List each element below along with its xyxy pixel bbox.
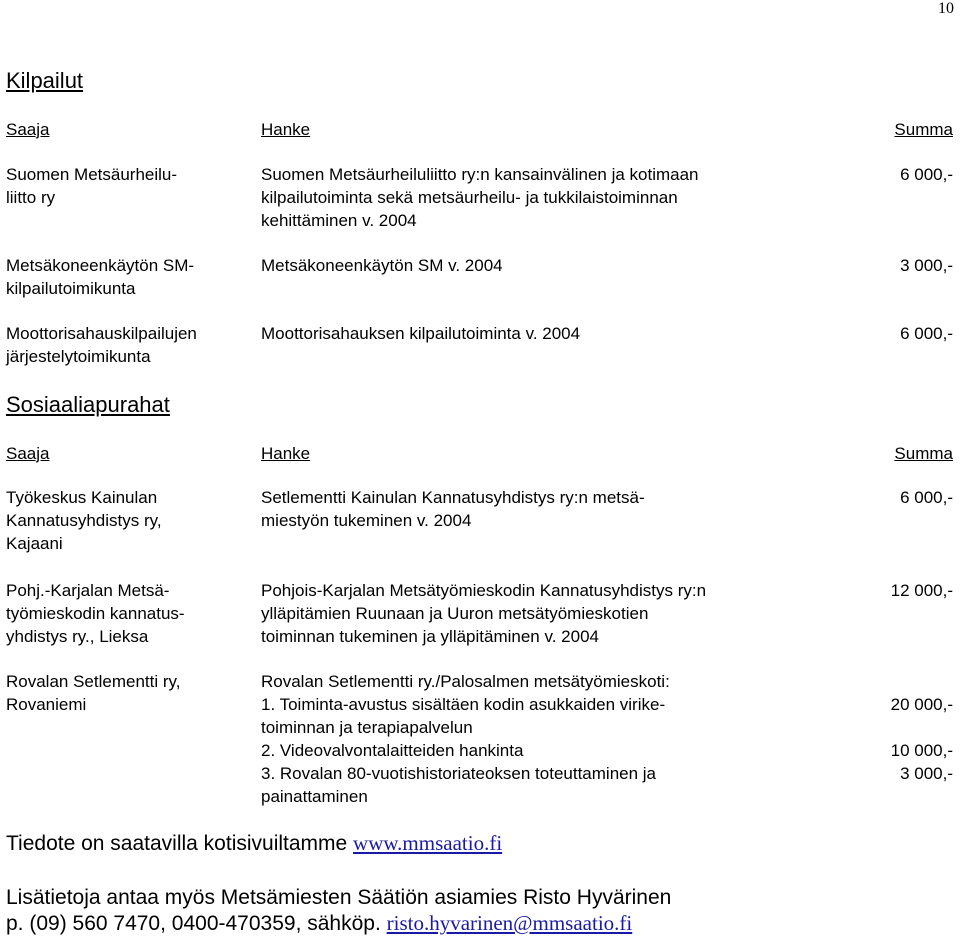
hanke-line: miestyön tukeminen v. 2004 (261, 511, 472, 530)
hanke-line: 2. Videovalvontalaitteiden hankinta (261, 741, 524, 760)
saaja-line: liitto ry (6, 188, 56, 207)
header-saaja: Saaja (6, 444, 50, 463)
contact-text: p. (09) 560 7470, 0400-470359, sähköp. (6, 912, 387, 935)
saaja-line: kilpailutoimikunta (6, 279, 136, 298)
saaja-line: Kajaani (6, 534, 63, 553)
tiedote-text: Tiedote on saatavilla kotisivuiltamme (6, 832, 354, 855)
table-row-summa: 10 000,- (890, 741, 953, 760)
table-row-saaja (6, 670, 180, 716)
table-row-summa: 3 000,- (900, 764, 953, 783)
saaja-line: Rovaniemi (6, 695, 87, 714)
hanke-line: Pohjois-Karjalan Metsätyömieskodin Kannatusyhdistys ry:n (261, 581, 707, 600)
hanke-line: 3. Rovalan 80-vuotishistoriateoksen toteuttaminen ja (261, 764, 657, 783)
table-row-hanke (261, 163, 699, 232)
hanke-line: toiminnan ja terapiapalvelun (261, 718, 473, 737)
table-row-summa: 3 000,- (900, 256, 953, 275)
table-row-hanke (261, 486, 645, 532)
footer-contact-line2 (6, 911, 632, 936)
hanke-line: kehittäminen v. 2004 (261, 211, 417, 230)
saaja-line: Pohj.-Karjalan Metsä- (6, 581, 170, 600)
saaja-line: Moottorisahauskilpailujen (6, 324, 197, 343)
table-row-saaja (6, 486, 162, 555)
saaja-line: Kannatusyhdistys ry, (6, 511, 162, 530)
hanke-line: toiminnan tukeminen ja ylläpitäminen v. 2004 (261, 627, 599, 646)
table-row-summa: 20 000,- (890, 695, 953, 714)
saaja-line: työmieskodin kannatus- (6, 604, 185, 623)
hanke-line: painattaminen (261, 787, 368, 806)
saaja-line: yhdistys ry., Lieksa (6, 627, 149, 646)
hanke-intro: Rovalan Setlementti ry./Palosalmen metsätyömieskoti: (261, 672, 670, 691)
section-title-sosiaaliapurahat: Sosiaaliapurahat (6, 392, 170, 417)
table-row-summa: 6 000,- (900, 488, 953, 507)
table-row-saaja (6, 579, 185, 648)
saaja-line: Metsäkoneenkäytön SM- (6, 256, 195, 275)
saaja-line: järjestelytoimikunta (6, 347, 151, 366)
email-link[interactable]: risto.hyvarinen@mmsaatio.fi (386, 911, 633, 935)
table-row-saaja (6, 322, 197, 368)
hanke-line: Suomen Metsäurheiluliitto ry:n kansainvälinen ja kotimaan (261, 165, 699, 184)
section-title-kilpailut: Kilpailut (6, 68, 84, 93)
header-hanke: Hanke (261, 120, 311, 139)
page-number: 10 (938, 0, 954, 17)
saaja-line: Työkeskus Kainulan (6, 488, 158, 507)
footer-tiedote (6, 831, 502, 856)
table-row-summa: 6 000,- (900, 324, 953, 343)
website-link[interactable]: www.mmsaatio.fi (353, 831, 503, 855)
table-row-hanke (261, 254, 503, 277)
hanke-line: kilpailutoiminta sekä metsäurheilu- ja tukkilaistoiminnan (261, 188, 678, 207)
header-hanke: Hanke (261, 444, 311, 463)
hanke-line: ylläpitämien Ruunaan ja Uuron metsätyömieskotien (261, 604, 649, 623)
table-row-hanke (261, 579, 706, 648)
header-summa: Summa (894, 120, 953, 139)
hanke-line: Setlementti Kainulan Kannatusyhdistys ry:n metsä- (261, 488, 645, 507)
table-row-hanke (261, 322, 580, 345)
hanke-line: Metsäkoneenkäytön SM v. 2004 (261, 256, 503, 275)
table-row-summa: 12 000,- (890, 581, 953, 600)
footer-contact-line1: Lisätietoja antaa myös Metsämiesten Säätiön asiamies Risto Hyvärinen (6, 886, 672, 909)
table-row-saaja (6, 163, 177, 209)
table-row-saaja (6, 254, 194, 300)
hanke-line: 1. Toiminta-avustus sisältäen kodin asukkaiden virike- (261, 695, 666, 714)
hanke-line: Moottorisahauksen kilpailutoiminta v. 2004 (261, 324, 581, 343)
saaja-line: Rovalan Setlementti ry, (6, 672, 181, 691)
header-summa: Summa (894, 444, 953, 463)
saaja-line: Suomen Metsäurheilu- (6, 165, 178, 184)
table-row-hanke (261, 670, 670, 808)
header-saaja: Saaja (6, 120, 50, 139)
table-row-summa: 6 000,- (900, 165, 953, 184)
